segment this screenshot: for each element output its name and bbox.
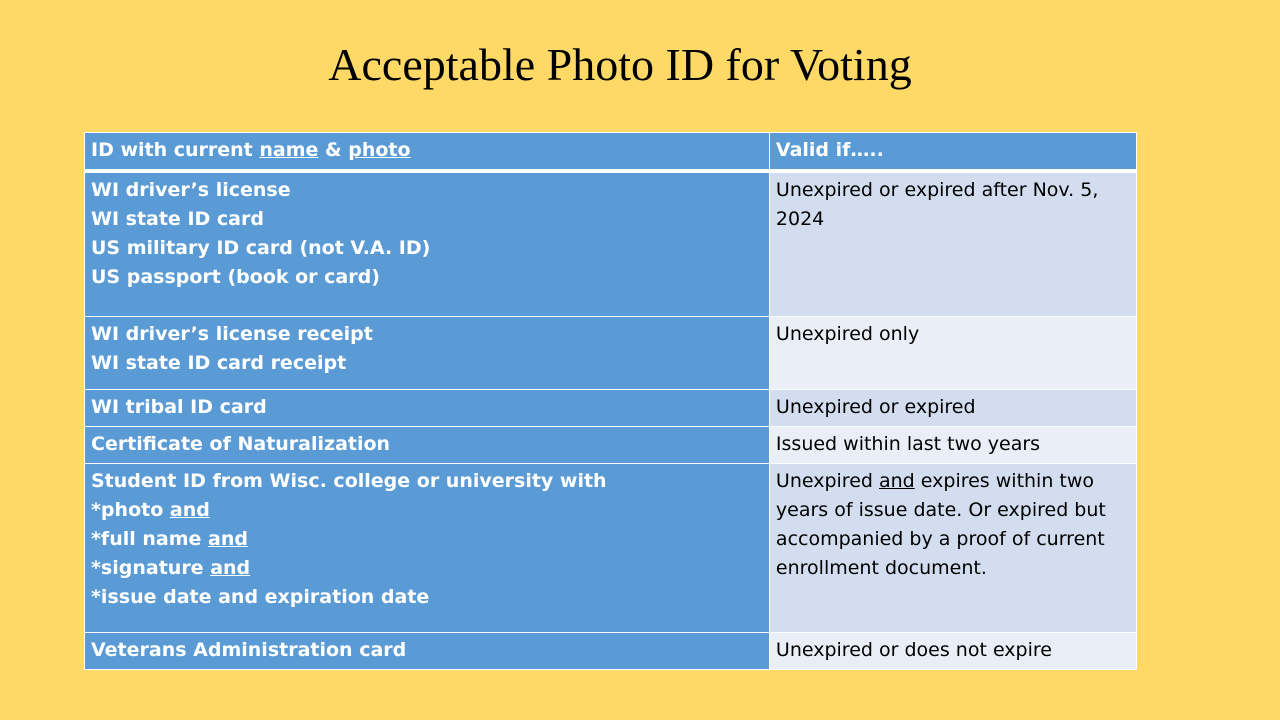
header-id-cell: [85, 133, 770, 172]
table-row: [85, 390, 1137, 427]
header-name-underlined: name: [259, 139, 319, 161]
id-cell: [85, 464, 770, 633]
id-cell: [85, 317, 770, 390]
id-line: US passport (book or card): [91, 266, 380, 288]
id-cell: [85, 633, 770, 670]
valid-cell: Issued within last two years: [769, 427, 1136, 464]
id-cell: [85, 171, 770, 317]
id-line: WI state ID card receipt: [91, 352, 347, 374]
id-line: *signature and: [91, 557, 251, 579]
table-row: [85, 317, 1137, 390]
photo-id-table: [84, 132, 1137, 670]
slide-title: Acceptable Photo ID for Voting: [328, 39, 912, 90]
header-id-prefix: ID with current: [91, 139, 260, 161]
header-photo-underlined: photo: [348, 139, 411, 161]
table-header-row: [85, 133, 1137, 172]
table-row: [85, 464, 1137, 633]
id-line: WI state ID card: [91, 208, 264, 230]
valid-cell: Unexpired or expired: [769, 390, 1136, 427]
id-line: WI driver’s license receipt: [91, 323, 373, 345]
id-line: WI driver’s license: [91, 179, 291, 201]
valid-cell: Unexpired and expires within two years of issue date. Or expired but accompanied by a proof of current enrollment document.: [769, 464, 1136, 633]
and-underlined: and: [210, 557, 251, 579]
table-row: [85, 633, 1137, 670]
id-line: Veterans Administration card: [91, 639, 407, 661]
id-line: *photo and: [91, 499, 210, 521]
and-underlined: and: [208, 528, 248, 550]
id-line: *issue date and expiration date: [91, 586, 430, 608]
valid-cell: Unexpired or expired after Nov. 5, 2024: [769, 171, 1136, 317]
and-underlined: and: [879, 470, 915, 492]
id-cell: [85, 427, 770, 464]
id-line: *full name and: [91, 528, 248, 550]
id-cell: [85, 390, 770, 427]
header-valid-cell: Valid if…..: [769, 133, 1136, 172]
id-line: Student ID from Wisc. college or university with: [91, 470, 607, 492]
header-amp: &: [318, 139, 349, 161]
valid-cell: Unexpired or does not expire: [769, 633, 1136, 670]
id-line: Certificate of Naturalization: [91, 433, 391, 455]
table-row: [85, 171, 1137, 317]
id-line: US military ID card (not V.A. ID): [91, 237, 431, 259]
and-underlined: and: [169, 499, 210, 521]
id-line: WI tribal ID card: [91, 396, 267, 418]
table-row: [85, 427, 1137, 464]
valid-cell: Unexpired only: [769, 317, 1136, 390]
